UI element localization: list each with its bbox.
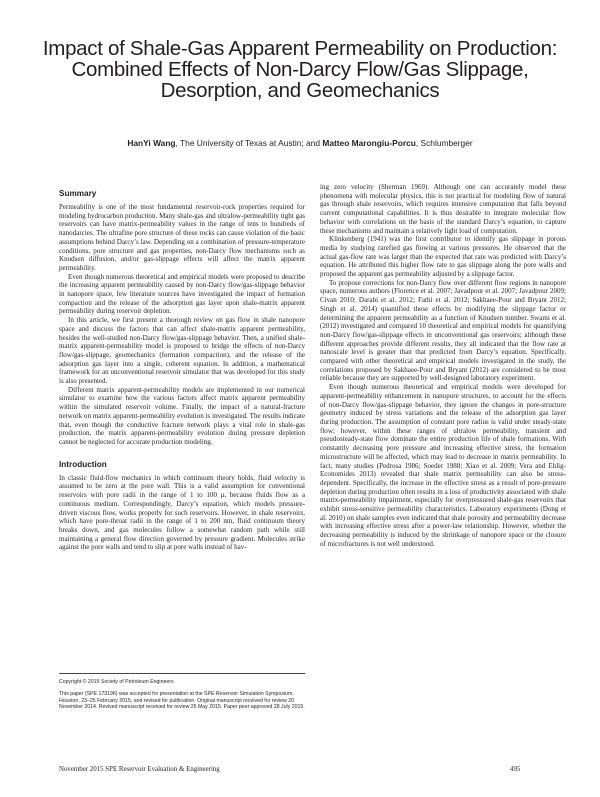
author-byline (40, 138, 560, 148)
page-number: 495 (510, 766, 521, 773)
left-column (59, 189, 305, 552)
copyright-divider (59, 673, 305, 674)
body-paragraph-4: Even though numerous theoretical and empirical models were developed for apparent-permeability enhancement in nanopore structures, to account for the effects of non-Darcy flow/gas-slippage behavior, they ignore the changes in pore-structure geometry induced by stress variations and the release of the adsorption gas layer during production. The assumption of constant pore radius is valid under steady-state flow; however, within these ranges of ultralow permeability, transient and pseudosteady-state flow dominate the entire production life of shale formations. With constantly decreasing pore pressure and increasing effective stress, the formation microstructure will be affected, which may lead to decrease in matrix permeability. In fact, many studies (Pedrosa 1986; Soeder 1988; Xiao et al. 2009; Vera and Ehlig-Economides 2013) revealed that shale matrix permeability can also be stress-dependent. Specifically, the increase in the effective stress as a result of pore-pressure depletion during production often results in a loss of productivity associated with shale matrix-permeability impairment, especially for overpressured shale-gas reservoirs that exhibit stress-sensitive permeability characteristics. Laboratory experiments (Dong et al. 2010) on shale samples even indicated that shale porosity and permeability decrease with increasing effective stress after a power-law relationship. However, whether the decreasing permeability is induced by the shrinkage of nanopore space or the closure of microfractures is not well understood. (320, 383, 566, 548)
introduction-heading: Introduction (59, 459, 107, 469)
summary-paragraph-1: Permeability is one of the most fundamental reservoir-rock properties required for modeling hydrocarbon production. Many shale-gas and ultralow-permeability tight gas reservoirs can have matrix-permeability values in the range of tens to hundreds of nanodarcies. The ultrafine pore structure of these rocks can cause violation of the basic assumptions behind Darcy’s law. Depending on a combination of pressure-temperature conditions, pore structure and gas properties, non-Darcy flow mechanisms such as Knudsen diffusion, and/or gas-slippage effects will affect the matrix apparent permeability. (59, 203, 305, 272)
author-2-affiliation: , Schlumberger (415, 138, 473, 148)
body-paragraph-1: ing zero velocity (Sherman 1969). Although one can accurately model these phenomena with molecular physics, this is not practical for modeling flow of natural gas through shale reservoirs, which requires intensive computation that falls beyond current computational capabilities. It is thus desirable to integrate molecular flow behavior with correlations on the basis of the standard Darcy’s equation, to capture these mechanisms and maintain a relatively light load of computation. (320, 183, 566, 235)
summary-paragraph-3: In this article, we first present a thorough review on gas flow in shale nanopore space and discuss the factors that can affect shale-matrix apparent permeability, besides the well-studied non-Darcy flow/gas-slippage behavior. Then, a unified shale-matrix apparent-permeability model is proposed to bridge the effects of non-Darcy flow/gas-slippage, geomechanics (formation compaction), and the release of the adsorption gas layer into a single, coherent equation. In addition, a mathematical framework for an unconventional reservoir simulator that was developed for this study is also presented. (59, 316, 305, 386)
author-1-affiliation: , The University of Texas at Austin; and (175, 138, 323, 148)
author-1-name: HanYi Wang (127, 138, 176, 148)
summary-paragraph-2: Even though numerous theoretical and empirical models were proposed to describe the increasing apparent permeability caused by non-Darcy flow/gas-slippage behavior in nanopore space, few literature sources have investigated the impact of formation compaction and the release of the adsorption gas layer upon shale-matrix apparent permeability during reservoir depletion. (59, 272, 305, 316)
journal-footer: November 2015 SPE Reservoir Evaluation & Engineering (59, 766, 220, 773)
copyright-notice: Copyright © 2015 Society of Petroleum Engineers (59, 679, 174, 685)
summary-paragraph-4: Different matrix apparent-permeability models are implemented in our numerical simulator to examine how the various factors affect matrix apparent permeability within the simulated reservoir volume. Finally, the impact of a natural-fracture network on matrix apparent-permeability evolution is investigated. The results indicate that, even though the conductive fracture network plays a vital role in shale-gas production, the matrix apparent-permeability evolution during pressure depletion cannot be neglected for accurate production modeling. (59, 385, 305, 446)
paper-history-note: This paper (SPE 173196) was accepted for presentation at the SPE Reservoir Simulation Symposium, Houston, 23–25 February 2015, and revised for publication. Original manuscript received for review 20 November 2014. Revised manuscript received for review 25 May 2015. Paper peer approved 28 July 2015. (59, 691, 305, 711)
summary-heading: Summary (59, 189, 97, 198)
body-paragraph-3: To propose corrections for non-Darcy flow over different flow regions in nanopore space, numerous authors (Florence et al. 2007; Javadpour et al. 2007; Javadpour 2009; Civan 2010; Darabi et al. 2012; Fathi et al. 2012; Sakhaee-Pour and Bryant 2012; Singh et al. 2014) quantified these effects by modifying the slippage factor or determining the apparent permeability as a function of Knudsen number. Swami et al. (2012) investigated and compared 10 theoretical and empirical models for quantifying non-Darcy flow/gas-slippage effects in unconventional gas reservoirs; although these different approaches provide different results, they all indicated that the flow rate at nanoscale level is greater than that predicted from Darcy’s equation. Specifically, compared with other theoretical and empirical models investigated in the study, the correlations proposed by Sakhaee-Pour and Bryant (2012) are considered to be most reliable because they are supported by well-designed laboratory experiment. (320, 278, 566, 383)
author-2-name: Matteo Marongiu-Porcu (322, 138, 416, 148)
body-paragraph-2: Klinkenberg (1941) was the first contributor to identify gas slippage in porous media by studying rarefied gas flowing at various pressures. He observed that the actual gas-flow rate was larger than the expected that rate was predicted with Darcy’s equation. He attributed this higher flow rate to gas slippage along the pore walls and proposed the apparent gas permeability adjusted by a slippage factor. (320, 235, 566, 279)
introduction-paragraph-1: In classic fluid-flow mechanics in which continuum theory holds, fluid velocity is assumed to be zero at the pore wall. This is a valid assumption for conventional reservoirs with pore radii in the range of 1 to 100 μ, because fluids flow as a continuous medium. Correspondingly, Darcy’s equation, which models pressure-driven viscous flow, works properly for such reservoirs. However, in shale reservoirs, which have pore-throat radii in the range of 1 to 200 nm, fluid continuum theory breaks down, and gas molecules follow a somewhat random path while still maintaining a general flow direction governed by pressure gradient. Molecules strike against the pore walls and tend to slip at pore walls instead of hav- (59, 473, 305, 552)
paper-title: Impact of Shale-Gas Apparent Permeability on Production: Combined Effects of Non-Darcy Flow/Gas Slippage, Desorption, and Geomechanics (42, 37, 558, 102)
right-column (320, 183, 566, 549)
